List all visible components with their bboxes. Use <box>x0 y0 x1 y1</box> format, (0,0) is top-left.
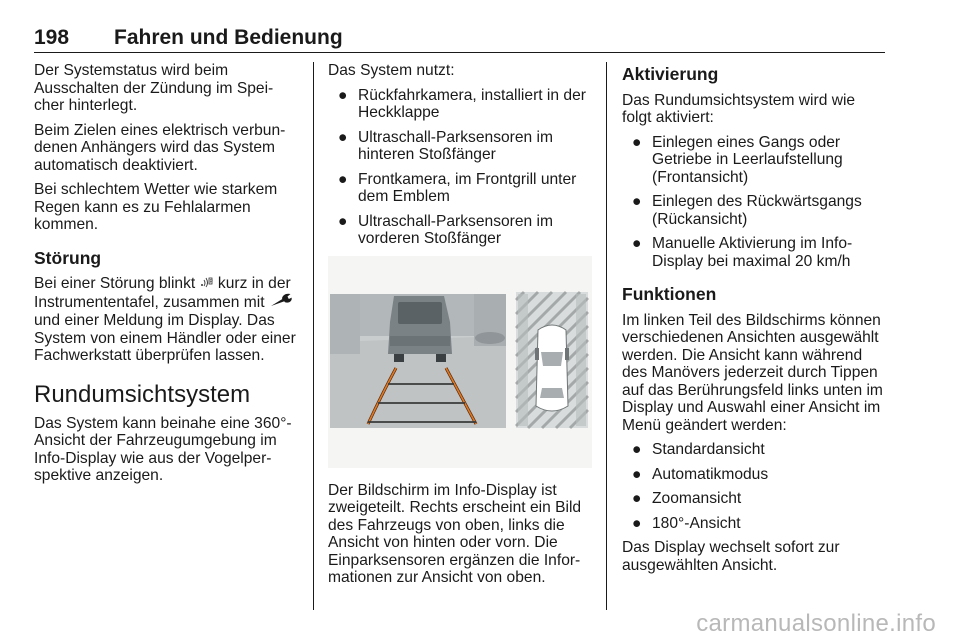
list-item: ● Ultraschall-Parksensoren im vorderen Stoßfänger <box>338 212 553 247</box>
figure-caption: Der Bildschirm im Info-Display ist zweigeteilt. Rechts erscheint ein Bild des Fahrzeugs von oben, links die Ansicht von hinten oder vorn. Die Einparksensoren ergänzen die Infor-mationen zur Ansicht von oben. <box>328 481 582 586</box>
page-number: 198 <box>34 26 70 49</box>
paragraph: Der Systemstatus wird beim Ausschalten der Zündung im Spei-cher hinterlegt. <box>34 62 274 114</box>
watermark: carmanualsonline.info <box>696 610 936 637</box>
section-heading-stoerung: Störung <box>34 247 102 268</box>
list-item: ● Frontkamera, im Frontgrill unter dem Emblem <box>338 170 577 205</box>
column-divider <box>313 62 314 610</box>
paragraph: Beim Zielen eines elektrisch verbun-denen Anhängers wird das System automatisch deaktiviert. <box>34 121 286 174</box>
list-item: ● Ultraschall-Parksensoren im hinteren Stoßfänger <box>338 128 553 163</box>
wrench-icon <box>269 293 295 313</box>
column-left <box>34 62 302 492</box>
top-view-display <box>516 292 588 428</box>
paragraph: Das System kann beinahe eine 360°-Ansicht der Fahrzeugumgebung im Info-Display wie aus der Vogelper-spektive anzeigen. <box>34 414 292 485</box>
list-item: ● Zoomansicht <box>632 490 742 507</box>
list-item: ● Manuelle Aktivierung im Info-Display bei maximal 20 km/h <box>632 235 853 270</box>
parking-sensor-warning-icon <box>200 275 214 293</box>
page-header <box>34 26 885 53</box>
list-item: ● 180°-Ansicht <box>632 514 741 532</box>
section-heading-rundumsicht: Rundumsichtsystem <box>34 380 251 408</box>
list-item: ● Rückfahrkamera, installiert in der Heckklappe <box>338 86 586 121</box>
column-middle <box>328 62 596 594</box>
column-divider <box>606 62 607 610</box>
list-item: ● Einlegen eines Gangs oder Getriebe in Leerlaufstellung (Frontansicht) <box>632 133 843 186</box>
system-components-list <box>328 87 596 248</box>
paragraph-intro: Das System nutzt: <box>328 62 455 79</box>
view-modes-list <box>622 441 888 532</box>
running-title: Fahren und Bedienung <box>114 26 343 49</box>
paragraph: Das Rundumsichtsystem wird wie folgt aktiviert: <box>622 91 856 126</box>
paragraph: Das Display wechselt sofort zur ausgewählten Ansicht. <box>622 539 840 574</box>
section-heading-funktionen: Funktionen <box>622 284 717 304</box>
list-item: ● Automatikmodus <box>632 465 769 483</box>
rear-camera-view <box>330 294 506 428</box>
section-heading-aktivierung: Aktivierung <box>622 64 719 84</box>
svg-text:P: P <box>209 279 213 286</box>
paragraph: Im linken Teil des Bildschirms können verschiedenen Ansichten ausgewählt werden. Die Ansicht kann während des Manövers jederzeit durch Tippen auf das Berührungsfeld links unten im Display und Auswahl einer Ansicht im Menü geändert werden: <box>622 311 883 434</box>
paragraph: Bei schlechtem Wetter wie starkem Regen kann es zu Fehlalarmen kommen. <box>34 181 278 233</box>
paragraph-stoerung: Bei einer Störung blinkt P kurz in der Instrumententafel, zusammen mit und einer Meldung im Display. Das System von einem Händler oder einer Fachwerkstatt überprüfen lassen. <box>34 275 296 365</box>
surround-view-illustration <box>328 256 592 468</box>
list-item: ● Einlegen des Rückwärtsgangs (Rückansicht) <box>632 193 862 228</box>
column-right <box>622 62 888 581</box>
activation-list <box>622 134 888 271</box>
list-item: ● Standardansicht <box>632 441 765 458</box>
